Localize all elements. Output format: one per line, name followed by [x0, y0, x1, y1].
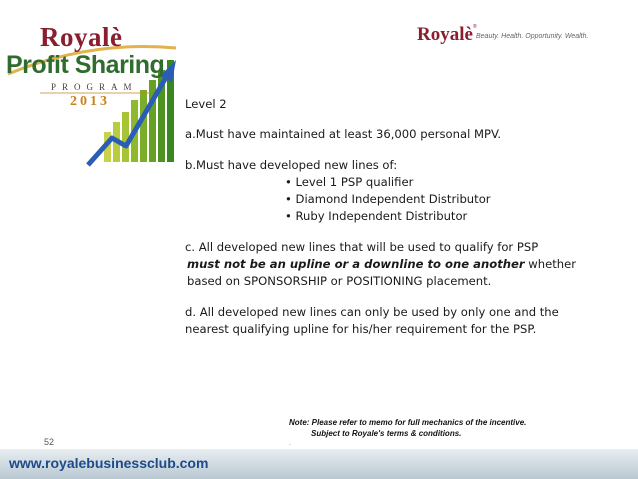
- logo-program-text: PROGRAM: [51, 82, 138, 92]
- brand-tagline: Beauty. Health. Opportunity. Wealth.: [476, 33, 589, 40]
- requirement-c-line1: c. All developed new lines that will be used to qualify for PSP: [185, 240, 539, 254]
- brand-name: Royalè: [417, 24, 473, 45]
- requirement-d-line2: nearest qualifying upline for his/her requirement for the PSP.: [185, 322, 537, 336]
- logo-year-text: 2013: [70, 94, 110, 109]
- program-logo: [0, 0, 182, 170]
- brand-header: [417, 24, 617, 46]
- requirement-c-line2: [187, 256, 576, 273]
- logo-title-text: Profit Sharing: [6, 51, 165, 79]
- note-line-1: Note: Please refer to memo for full mechanics of the incentive.: [289, 418, 527, 427]
- note-line-3: .: [289, 440, 291, 447]
- requirement-a: a.Must have maintained at least 36,000 personal MPV.: [185, 127, 502, 141]
- requirement-b-item: • Ruby Independent Distributor: [285, 209, 468, 223]
- requirement-c-emphasis: must not be an upline or a downline to one another: [187, 257, 525, 271]
- footer-url: www.royalebusinessclub.com: [9, 455, 209, 471]
- logo-brand-text: Royalè: [40, 22, 123, 52]
- requirement-b-item: • Level 1 PSP qualifier: [285, 175, 414, 189]
- level-heading: Level 2: [185, 97, 227, 111]
- registered-mark: ®: [473, 24, 477, 30]
- slide-number: 52: [44, 437, 55, 447]
- requirement-b: b.Must have developed new lines of:: [185, 158, 398, 172]
- requirement-c-line3: based on SPONSORSHIP or POSITIONING placement.: [187, 274, 492, 288]
- requirement-d-line1: d. All developed new lines can only be used by only one and the: [185, 305, 559, 319]
- requirement-c-line2-rest: whether: [524, 257, 577, 271]
- requirement-b-item: • Diamond Independent Distributor: [285, 192, 491, 206]
- note-line-2: Subject to Royale's terms & conditions.: [311, 429, 462, 438]
